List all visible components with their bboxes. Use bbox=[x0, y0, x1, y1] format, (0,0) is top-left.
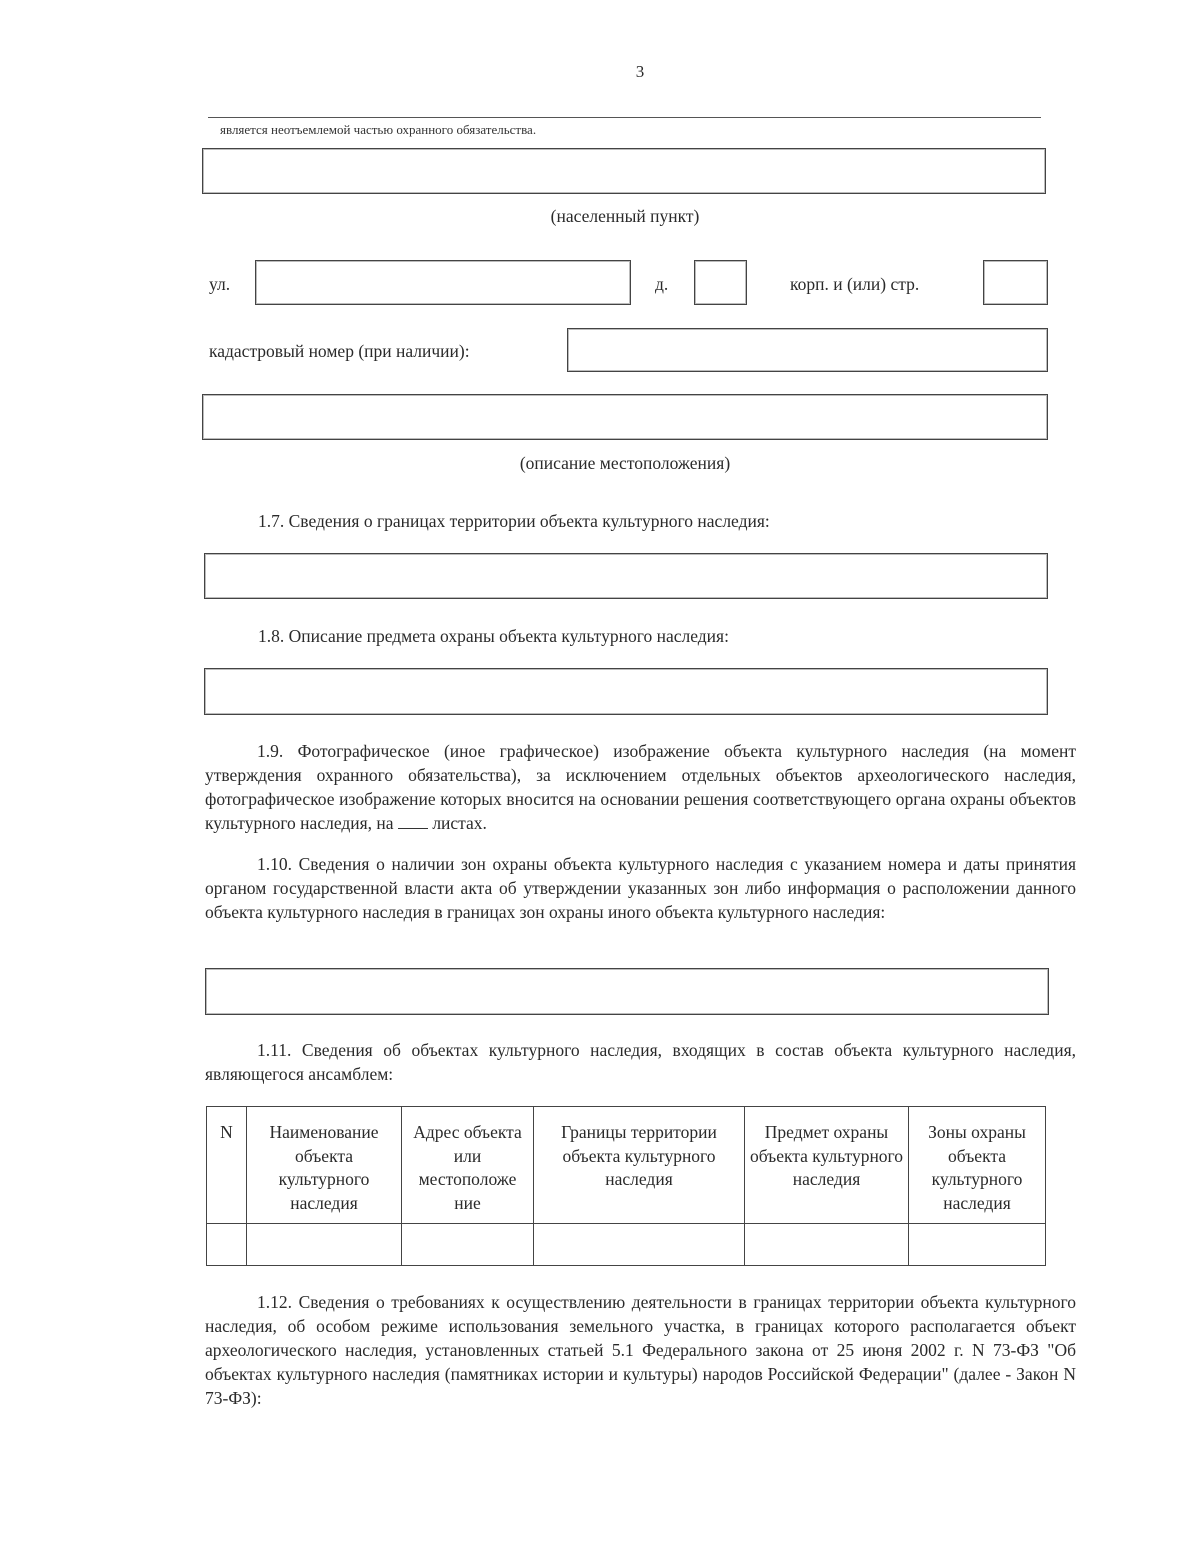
ensemble-objects-table bbox=[206, 1106, 1046, 1266]
top-note: является неотъемлемой частью охранного обязательства. bbox=[220, 122, 537, 137]
table-row bbox=[207, 1224, 1046, 1266]
house-label: д. bbox=[655, 274, 669, 294]
location-caption: (описание местоположения) bbox=[519, 453, 731, 473]
sheet-count-blank[interactable] bbox=[398, 814, 428, 829]
building-field[interactable] bbox=[983, 260, 1048, 305]
header-address: Адрес объекта или местоположе ние bbox=[402, 1107, 534, 1224]
table-cell[interactable] bbox=[534, 1224, 745, 1266]
cadastral-label: кадастровый номер (при наличии): bbox=[209, 341, 470, 361]
street-label: ул. bbox=[209, 274, 231, 294]
cadastral-field[interactable] bbox=[567, 328, 1048, 372]
section-1-11-paragraph bbox=[205, 1038, 1076, 1086]
section-1-7-field[interactable] bbox=[204, 553, 1048, 599]
section-1-11-text: 1.11. Сведения об объектах культурного наследия, входящих в состав объекта культурного наследия, являющегося ансамблем: bbox=[205, 1040, 1076, 1084]
settlement-caption: (населенный пункт) bbox=[550, 206, 700, 226]
table-cell[interactable] bbox=[402, 1224, 534, 1266]
section-1-10-paragraph bbox=[205, 852, 1076, 924]
settlement-field[interactable] bbox=[202, 148, 1046, 194]
house-field[interactable] bbox=[694, 260, 747, 305]
section-1-10-text: 1.10. Сведения о наличии зон охраны объекта культурного наследия с указанием номера и даты принятия органом государственной власти акта об утверждении указанных зон либо информация о расположении данного объекта культурного наследия в границах зон охраны иного объекта культурного наследия: bbox=[205, 854, 1076, 922]
top-divider bbox=[208, 117, 1041, 118]
section-1-12-paragraph bbox=[205, 1290, 1076, 1410]
table-header-row bbox=[207, 1107, 1046, 1224]
section-1-7-heading: 1.7. Сведения о границах территории объекта культурного наследия: bbox=[258, 511, 770, 531]
street-field[interactable] bbox=[255, 260, 631, 305]
header-protection-zones: Зоны охраны объекта культурного наследия bbox=[909, 1107, 1046, 1224]
section-1-8-heading: 1.8. Описание предмета охраны объекта культурного наследия: bbox=[258, 626, 729, 646]
header-protection-subject: Предмет охраны объекта культурного наследия bbox=[745, 1107, 909, 1224]
header-name: Наименование объекта культурного наследия bbox=[247, 1107, 402, 1224]
location-field[interactable] bbox=[202, 394, 1048, 440]
table-cell[interactable] bbox=[247, 1224, 402, 1266]
table-cell[interactable] bbox=[207, 1224, 247, 1266]
building-label: корп. и (или) стр. bbox=[790, 274, 920, 294]
table-cell[interactable] bbox=[745, 1224, 909, 1266]
table-cell[interactable] bbox=[909, 1224, 1046, 1266]
section-1-9-text: 1.9. Фотографическое (иное графическое) изображение объекта культурного наследия (на момент утверждения охранного обязательства), за исключением отдельных объектов археологического наследия, фотографическое изображение которых вносится на основании решения соответствующего органа охраны объектов культурного наследия, на bbox=[205, 741, 1076, 833]
section-1-9-suffix: листах. bbox=[432, 813, 487, 833]
section-1-9-paragraph bbox=[205, 739, 1076, 835]
header-number: N bbox=[207, 1107, 247, 1224]
section-1-12-text: 1.12. Сведения о требованиях к осуществлению деятельности в границах территории объекта культурного наследия, об особом режиме использования земельного участка, в границах которого располагается объект археологического наследия, установленных статьей 5.1 Федерального закона от 25 июня 2002 г. N 73-ФЗ "Об объектах культурного наследия (памятниках истории и культуры) народов Российской Федерации" (далее - Закон N 73-ФЗ): bbox=[205, 1292, 1076, 1408]
section-1-10-field[interactable] bbox=[205, 968, 1049, 1015]
section-1-8-field[interactable] bbox=[204, 668, 1048, 715]
page-number: 3 bbox=[635, 62, 645, 81]
header-boundaries: Границы территории объекта культурного наследия bbox=[534, 1107, 745, 1224]
